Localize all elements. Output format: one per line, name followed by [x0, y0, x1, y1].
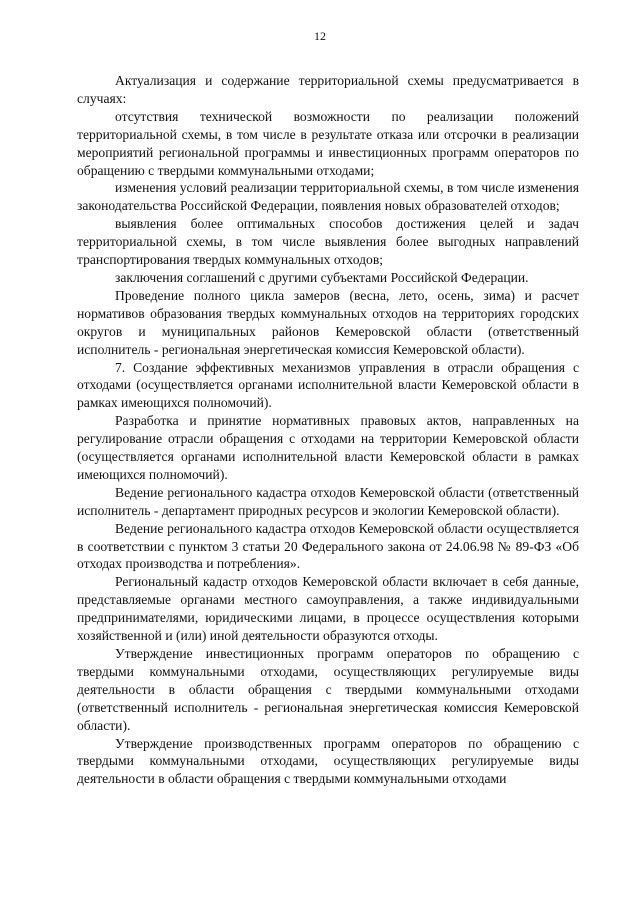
paragraph-2: отсутствия технической возможности по реализации положений территориальной схемы, в том числе в результате отказа или отсрочки в реализации мероприятий региональной программы и инвестиционных программ операторов по обращению с твердыми коммунальными отходами; [77, 108, 579, 178]
paragraph-5: заключения соглашений с другими субъектами Российской Федерации. [115, 269, 529, 285]
paragraph-4: выявления более оптимальных способов достижения целей и задач территориальной схемы, в том числе выявления более выгодных направлений транспортирования твердых коммунальных отходов; [77, 216, 579, 268]
paragraph-6: Проведение полного цикла замеров (весна, лето, осень, зима) и расчет нормативов образования твердых коммунальных отходов на территориях городских округов и муниципальных районов Кемеровской области (ответственный исполнитель - региональная энергетическая комиссия Кемеровской области). [77, 287, 579, 357]
page-number: 12 [314, 29, 326, 43]
paragraph-1: Актуализация и содержание территориальной схемы предусматривается в случаях: [77, 73, 579, 106]
paragraph-9: Ведение регионального кадастра отходов Кемеровской области (ответственный исполнитель - департамент природных ресурсов и экологии Кемеровской области). [77, 484, 579, 518]
paragraph-7: 7. Создание эффективных механизмов управления в отрасли обращения с отходами (осуществляется органами исполнительной власти Кемеровской области в рамках имеющихся полномочий). [77, 359, 579, 411]
paragraph-11: Региональный кадастр отходов Кемеровской области включает в себя данные, представляемые органами местного самоуправления, а также индивидуальными предпринимателями, юридическими лицами, в процессе осуществления которыми хозяйственной и (или) иной деятельности образуются отходы. [77, 574, 579, 644]
paragraph-13: Утверждение производственных программ операторов по обращению с твердыми коммунальными отходами, осуществляющих регулируемые виды деятельности в области обращения с твердыми коммунальными отходами [77, 735, 579, 787]
paragraph-3: изменения условий реализации территориальной схемы, в том числе изменения законодательства Российской Федерации, появления новых образователей отходов; [77, 180, 579, 214]
paragraph-8: Разработка и принятие нормативных правовых актов, направленных на регулирование отрасли обращения с отходами на территории Кемеровской области (осуществляется органами исполнительной власти Кемеровской области в рамках имеющихся полномочий). [77, 413, 579, 482]
paragraph-10: Ведение регионального кадастра отходов Кемеровской области осуществляется в соответствии с пунктом 3 статьи 20 Федерального закона от 24.06.98 № 89-ФЗ «Об отходах производства и потребления». [77, 520, 579, 572]
document-body [77, 72, 579, 788]
paragraph-12: Утверждение инвестиционных программ операторов по обращению с твердыми коммунальными отходами, осуществляющих регулируемые виды деятельности в области обращения с твердыми коммунальными отходами (ответственный исполнитель - региональная энергетическая комиссия Кемеровской области). [77, 646, 579, 733]
